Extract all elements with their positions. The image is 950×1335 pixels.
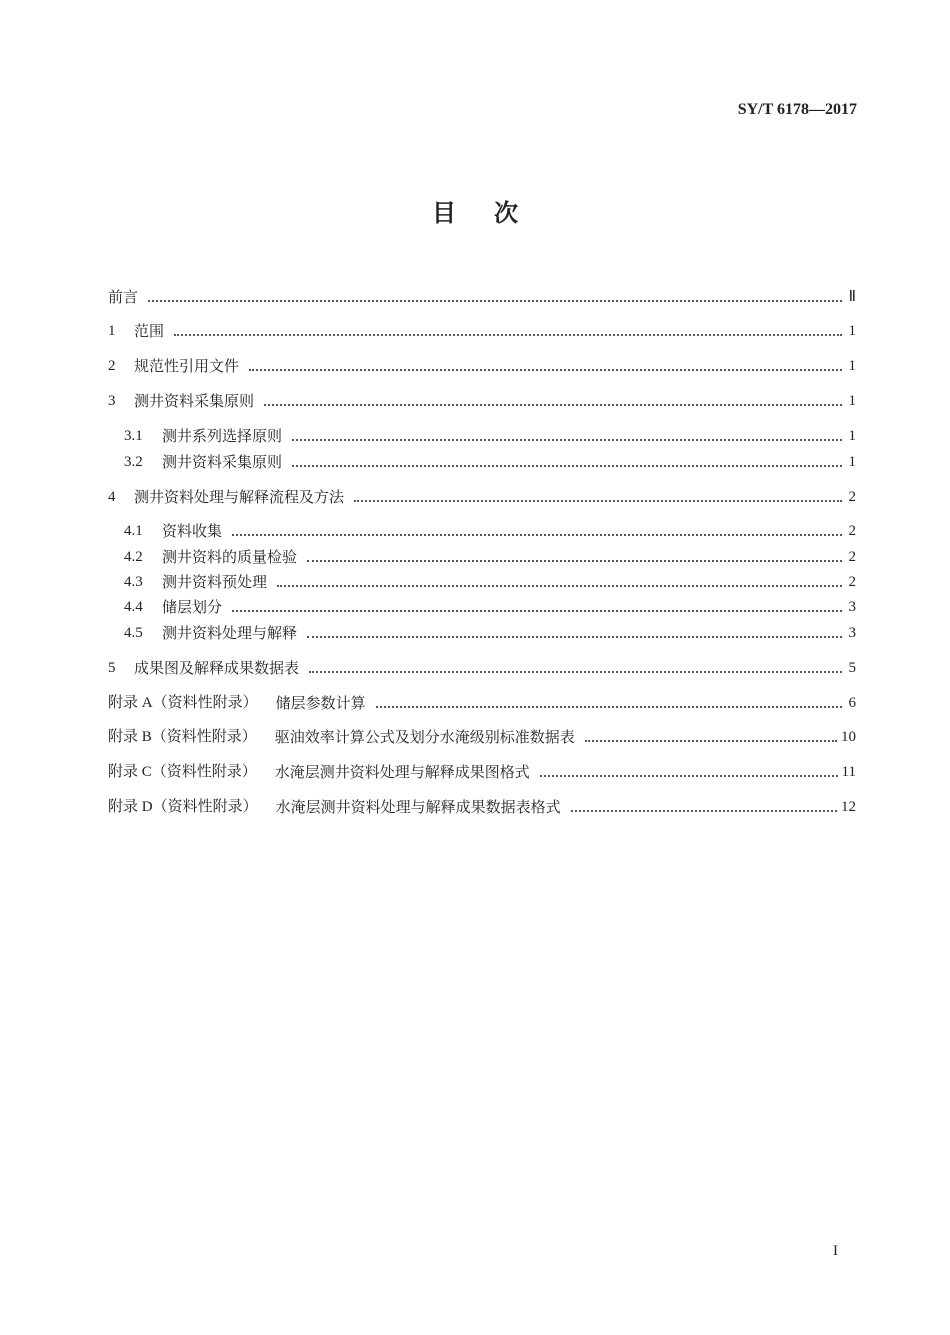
toc-entry-page: 6	[848, 695, 856, 711]
toc-entry-title: 水淹层测井资料处理与解释成果数据表格式	[275, 798, 561, 816]
toc-entry-number: 附录 A（资料性附录）	[108, 695, 258, 711]
toc-entry-page: 3	[848, 599, 856, 615]
dot-leader	[264, 404, 842, 406]
toc-entry[interactable]	[108, 797, 856, 817]
toc-entry[interactable]	[108, 356, 856, 376]
toc-entry[interactable]	[108, 287, 856, 307]
dot-leader	[292, 465, 842, 467]
toc-entry[interactable]	[108, 391, 856, 411]
toc-entry-title: 测井资料处理与解释	[162, 624, 298, 642]
toc-entry-number: 4.3	[124, 574, 143, 590]
toc-entry-number: 4.2	[124, 549, 143, 565]
toc-entry-page: 2	[848, 574, 856, 590]
toc-entry[interactable]	[108, 693, 856, 713]
toc-entry-page: 2	[848, 523, 856, 539]
toc-entry[interactable]	[108, 727, 856, 747]
toc-entry-page: 10	[841, 729, 856, 745]
toc-entry-number: 5	[108, 660, 116, 676]
standard-number: SY/T 6178—2017	[737, 101, 857, 118]
dot-leader	[174, 334, 842, 336]
toc-entry[interactable]	[124, 452, 856, 472]
toc-entry-page: 1	[848, 323, 856, 339]
toc-entry-page: 5	[848, 660, 856, 676]
toc-entry-number: 4.1	[124, 523, 143, 539]
toc-entry[interactable]	[124, 597, 856, 617]
toc-entry-title: 规范性引用文件	[134, 357, 240, 375]
toc-entry[interactable]	[108, 321, 856, 341]
toc-entry-page: 1	[848, 393, 856, 409]
toc-entry-page: 3	[848, 625, 856, 641]
toc-entry-title: 测井资料预处理	[162, 573, 268, 591]
toc-entry-number: 1	[108, 323, 116, 339]
toc-entry[interactable]	[124, 572, 856, 592]
toc-entry-title: 资料收集	[162, 522, 223, 540]
dot-leader	[249, 369, 842, 371]
toc-entry-number: 3.2	[124, 454, 143, 470]
toc-entry-number: 附录 C（资料性附录）	[108, 764, 257, 780]
toc-entry-number: 2	[108, 358, 116, 374]
toc-entry-page: 12	[841, 799, 856, 815]
dot-leader	[309, 671, 842, 673]
dot-leader	[307, 560, 842, 562]
toc-entry[interactable]	[124, 623, 856, 643]
toc-entry-page: 1	[848, 428, 856, 444]
toc-entry-title: 前言	[108, 288, 139, 306]
toc-entry-number: 3	[108, 393, 116, 409]
toc-entry-title: 水淹层测井资料处理与解释成果图格式	[274, 763, 530, 781]
toc-entry-page: 2	[848, 489, 856, 505]
toc-entry-title: 成果图及解释成果数据表	[134, 659, 300, 677]
toc-entry-page: 11	[841, 764, 856, 780]
dot-leader	[540, 775, 838, 777]
dot-leader	[277, 585, 842, 587]
toc-entry-number: 4.5	[124, 625, 143, 641]
toc-entry[interactable]	[108, 762, 856, 782]
dot-leader	[376, 706, 842, 708]
dot-leader	[354, 500, 842, 502]
page-title: 目次	[432, 198, 556, 227]
toc-entry-title: 测井系列选择原则	[162, 427, 283, 445]
toc-entry[interactable]	[124, 547, 856, 567]
toc-entry-title: 测井资料的质量检验	[162, 548, 298, 566]
dot-leader	[232, 610, 842, 612]
toc-entry-title: 测井资料采集原则	[162, 453, 283, 471]
dot-leader	[148, 300, 842, 302]
toc-entry-number: 附录 D（资料性附录）	[108, 799, 258, 815]
toc-entry-page: 1	[848, 454, 856, 470]
dot-leader	[307, 636, 842, 638]
toc-entry-title: 储层参数计算	[275, 694, 366, 712]
toc-entry-page: 2	[848, 549, 856, 565]
toc-entry-title: 测井资料处理与解释流程及方法	[134, 488, 345, 506]
dot-leader	[292, 439, 842, 441]
toc-entry-page: 1	[848, 358, 856, 374]
toc-entry[interactable]	[124, 426, 856, 446]
dot-leader	[585, 740, 837, 742]
toc-entry[interactable]	[108, 487, 856, 507]
toc-entry-number: 4.4	[124, 599, 143, 615]
toc-entry-number: 附录 B（资料性附录）	[108, 729, 257, 745]
toc-entry[interactable]	[124, 521, 856, 541]
toc-entry-number: 3.1	[124, 428, 143, 444]
toc-entry-title: 驱油效率计算公式及划分水淹级别标准数据表	[274, 728, 575, 746]
toc-entry-title: 范围	[134, 322, 165, 340]
toc-entry[interactable]	[108, 658, 856, 678]
dot-leader	[232, 534, 842, 536]
toc-entry-title: 测井资料采集原则	[134, 392, 255, 410]
toc-entry-title: 储层划分	[162, 598, 223, 616]
toc-entry-page: Ⅱ	[848, 289, 856, 305]
toc-entry-number: 4	[108, 489, 116, 505]
dot-leader	[571, 810, 837, 812]
page-number: I	[833, 1243, 838, 1259]
